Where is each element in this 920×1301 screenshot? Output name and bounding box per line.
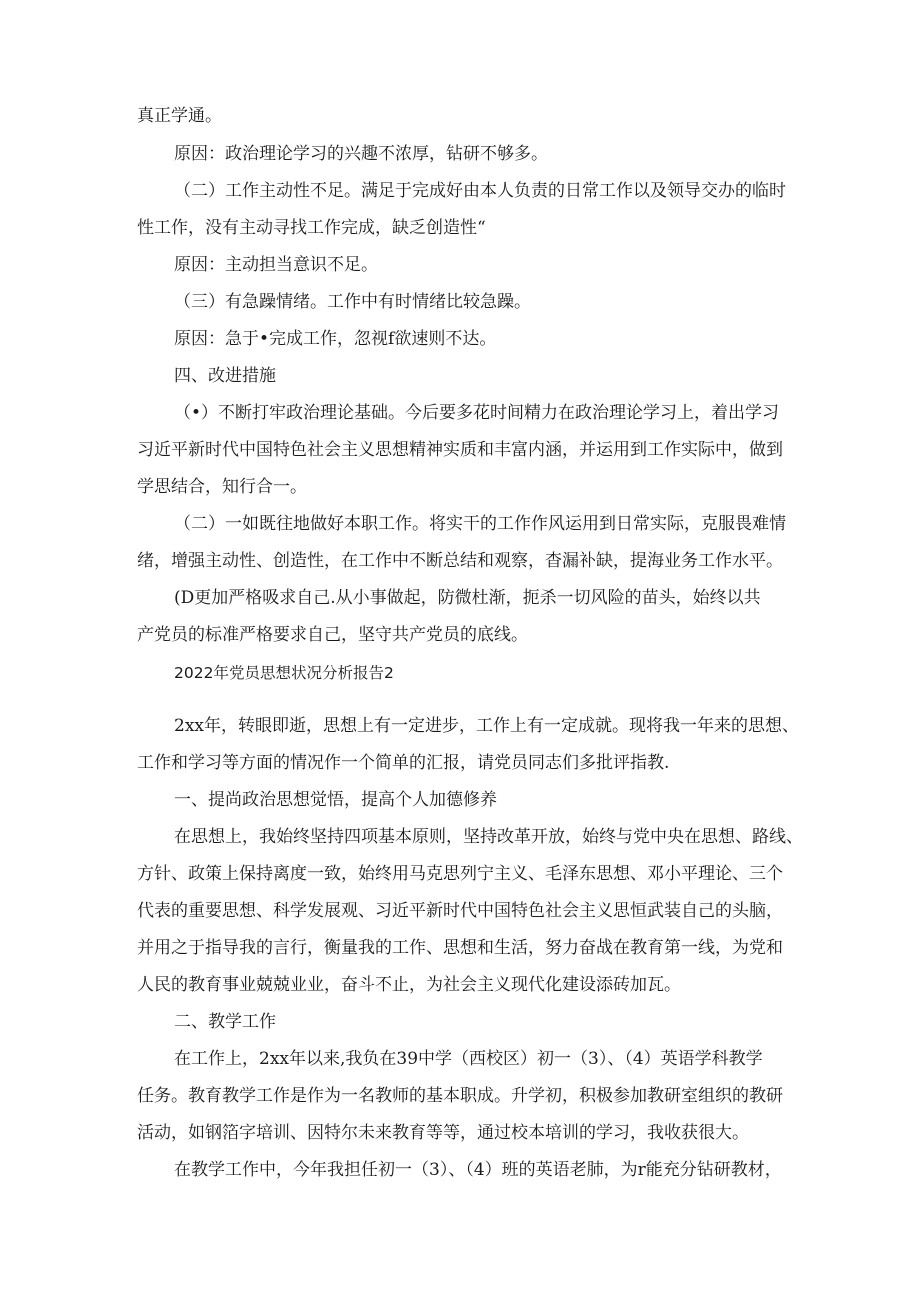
report-title: 2022年党员思想状况分析报告2 — [174, 664, 394, 682]
paragraph-line: 原因：政治理论学习的兴趣不浓厚，钻研不够多。 — [174, 144, 548, 164]
paragraph-line: 在思想上，我始终坚持四项基本原则，坚持改革开放，始终与党中央在思想、路线、 — [174, 827, 803, 847]
paragraph-line: （二）一如既往地做好本职工作。将实干的工作作风运用到日常实际，克服畏难情 — [174, 514, 786, 534]
section-heading: 一、提尚政治思想觉悟，提高个人加德修养 — [174, 790, 497, 810]
paragraph-line: 原因：急于•完成工作，忽视f欲速则不达。 — [174, 329, 497, 349]
paragraph-line: 活动，如钢箔字培训、因特尔未来教育等等，通过校本培训的学习，我收获很大。 — [137, 1123, 749, 1143]
paragraph-line: 工作和学习等方面的情况作一个简单的汇报，请党员同志们多批评指教. — [137, 753, 670, 773]
paragraph-line: 习近平新时代中国特色社会主义思想精神实质和丰富内涵，并运用到工作实际中，做到 — [137, 440, 783, 460]
paragraph-line: 2xx年，转眼即逝，思想上有一定进步，工作上有一定成就。现将我一年来的思想、 — [174, 716, 799, 736]
paragraph-line: 性工作，没有主动寻找工作完成，缺乏创造性“ — [137, 218, 486, 238]
section-heading: 二、教学工作 — [174, 1012, 276, 1032]
paragraph-line: （二）工作主动性不足。满足于完成好由本人负责的日常工作以及领导交办的临时 — [174, 181, 786, 201]
paragraph-line: 在教学工作中，今年我担任初一（3）、（4）班的英语老肺，为r能充分钻研教材， — [174, 1160, 782, 1180]
paragraph-line: 并用之于指导我的言行，衡量我的工作、思想和生活，努力奋战在教育第一线，为党和 — [137, 938, 783, 958]
paragraph-line: 代表的重要思想、科学发展观、习近平新时代中国特色社会主义思恒武装自己的头脑， — [137, 901, 783, 921]
paragraph-line: 原因：主动担当意识不足。 — [174, 255, 378, 275]
paragraph-line: 产党员的标准严格要求自己，坚守共产党员的底线。 — [137, 625, 528, 645]
paragraph-line: 在工作上，2xx年以来,我负在39中学（西校区）初一（3）、（4）英语学科教学 — [174, 1049, 763, 1069]
paragraph-line: 方针、政策上保持离度一致，始终用马克思列宁主义、毛泽东思想、邓小平理论、三个 — [137, 864, 783, 884]
paragraph-line: 学思结合，知行合一。 — [137, 477, 307, 497]
paragraph-line: 绪，增强主动性、创造性，在工作中不断总结和观察，杳漏补缺，提海业务工作水平。 — [137, 551, 783, 571]
paragraph-line: 人民的教育事业兢兢业业，奋斗不止，为社会主义现代化建设添砖加瓦。 — [137, 975, 681, 995]
paragraph-line: 真正学通。 — [137, 106, 222, 126]
paragraph-line: （三）有急躁情绪。工作中有时情绪比较急躁。 — [174, 292, 531, 312]
section-heading: 四、改进措施 — [174, 366, 276, 386]
paragraph-line: (D更加严格吸求自己.从小事做起，防微杜渐，扼杀一切风险的苗头，始终以共 — [174, 588, 761, 608]
paragraph-line: 任务。教育教学工作是作为一名教师的基本职成。升学初，积极参加教研室组织的教研 — [137, 1086, 783, 1106]
paragraph-line: （•）不断打牢政治理论基础。今后要多花时间精力在政治理论学习上，着出学习 — [174, 403, 780, 423]
